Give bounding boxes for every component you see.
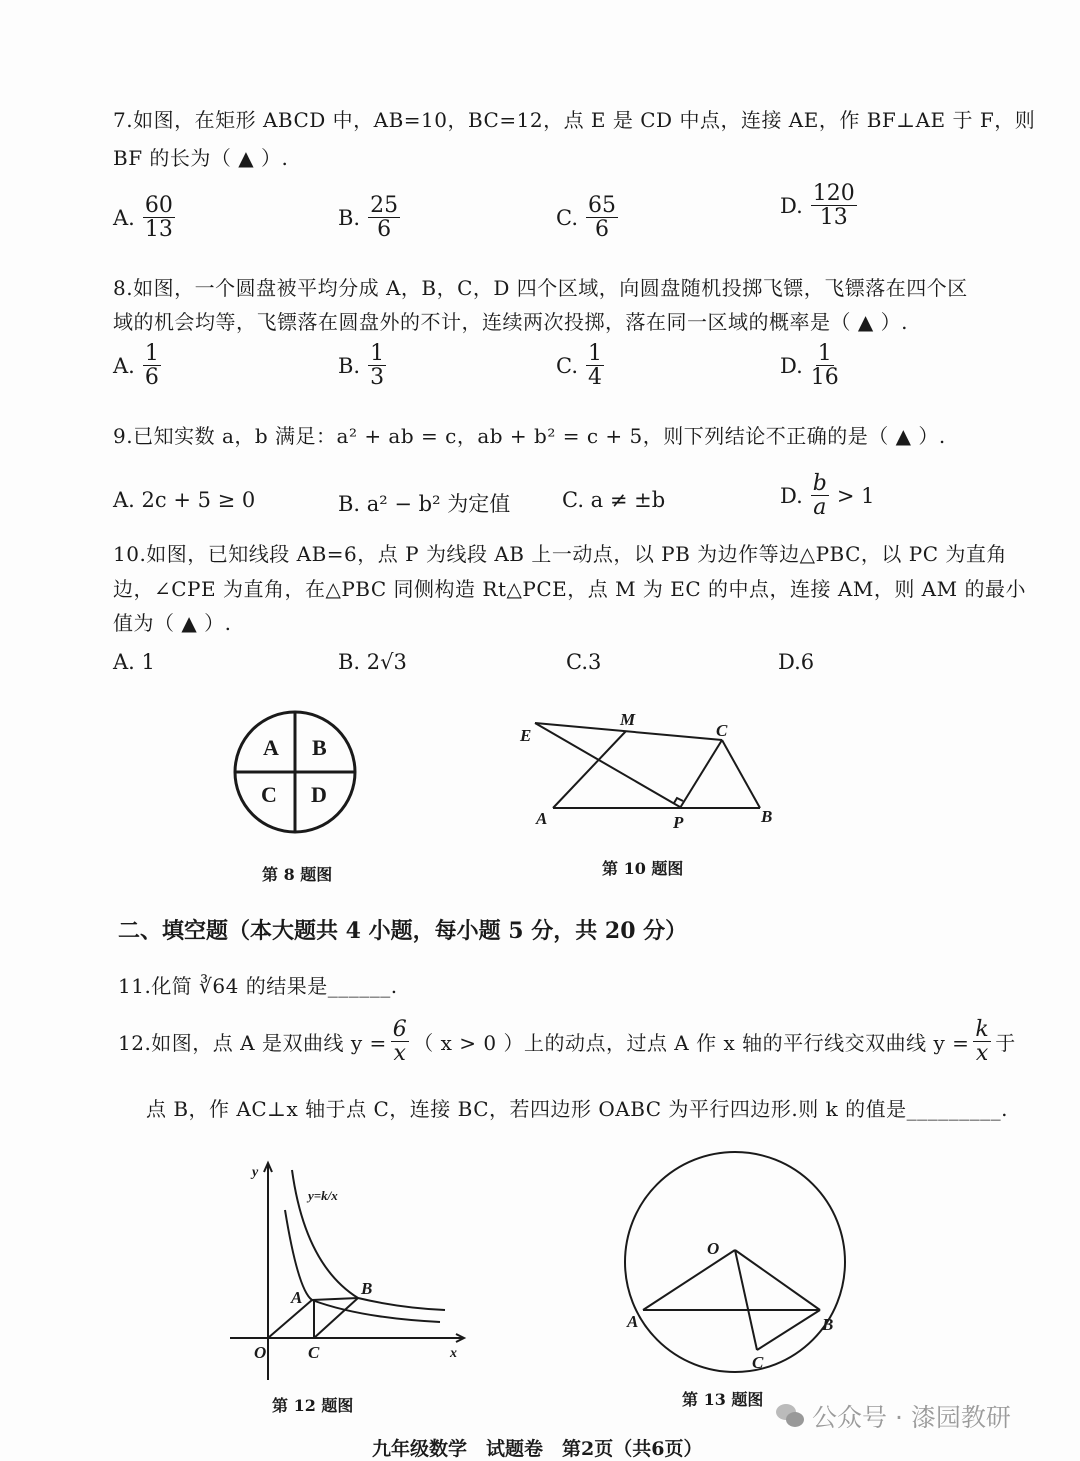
q9-option-c: C. a ≠ ±b	[562, 488, 666, 512]
q9-line: 9.已知实数 a，b 满足：a² + ab = c，ab + b² = c + 5，则下列结论不正确的是（ ▲ ）.	[113, 424, 946, 448]
q8-option-b: B. $\frac{1}{3}$	[338, 341, 385, 391]
figure-8-caption: 第 8 题图	[262, 865, 333, 884]
fig13-point-o-label: O	[707, 1239, 720, 1258]
fig12-point-a-label: A	[291, 1288, 303, 1307]
figure-10-caption: 第 10 题图	[602, 859, 684, 878]
q12-fraction-1: $\frac{6}{x}$	[392, 1017, 408, 1067]
q7-option-b: B. $\frac{25}{6}$	[338, 193, 399, 243]
q12-middle: （ x > 0 ）上的动点，过点 A 作 x 轴的平行线交双曲线 y =	[413, 1031, 970, 1056]
point-p-label: P	[673, 813, 684, 832]
q12-line-2: 点 B，作 AC⊥x 轴于点 C，连接 BC，若四边形 OABC 为平行四边形.则 k 的值是_________.	[146, 1097, 1008, 1121]
q11-line: 11.化简 ∛64 的结果是______.	[118, 974, 398, 998]
q10-option-c: C.3	[566, 650, 602, 674]
figure-13-circle	[625, 1152, 845, 1372]
region-c-label: C	[261, 782, 277, 807]
q9-option-a: A. 2c + 5 ≥ 0	[113, 488, 256, 512]
q12-line-1	[118, 1018, 1016, 1065]
fig13-point-b-label: B	[822, 1315, 834, 1334]
figure-12-caption: 第 12 题图	[272, 1396, 354, 1415]
q10-option-d: D.6	[778, 650, 815, 674]
q8-option-c: C. $\frac{1}{4}$	[556, 341, 602, 391]
point-c-label: C	[716, 721, 728, 740]
region-a-label: A	[263, 735, 279, 760]
q9-option-b: B. a² − b² 为定值	[338, 492, 511, 516]
origin-label: O	[254, 1343, 267, 1362]
fig12-point-c-label: C	[308, 1343, 320, 1362]
watermark	[776, 1398, 1011, 1434]
y-axis-label: y	[252, 1165, 259, 1180]
point-e-label: E	[520, 726, 532, 745]
point-a-label: A	[536, 809, 548, 828]
wechat-icon	[776, 1404, 804, 1428]
fig13-point-a-label: A	[627, 1312, 639, 1331]
q8-line-2: 域的机会均等，飞镖落在圆盘外的不计，连续两次投掷，落在同一区域的概率是（ ▲ ）.	[113, 310, 908, 334]
curve-label: y=k/x	[308, 1188, 338, 1203]
figure-13-caption: 第 13 题图	[682, 1390, 764, 1409]
point-b-label: B	[761, 807, 773, 826]
q7-line-1: 7.如图，在矩形 ABCD 中，AB=10，BC=12，点 E 是 CD 中点，连接 AE，作 BF⊥AE 于 F，则	[113, 108, 1036, 132]
q7-line-2: BF 的长为（ ▲ ）.	[113, 146, 289, 170]
page-footer: 九年级数学 试题卷 第2页（共6页）	[372, 1438, 703, 1460]
q10-option-b: B. 2√3	[338, 650, 407, 674]
q8-option-a: A. $\frac{1}{6}$	[113, 341, 159, 391]
fig12-point-b-label: B	[361, 1279, 373, 1298]
figure-8-dartboard	[235, 712, 355, 832]
q8-option-d: D. $\frac{1}{16}$	[780, 341, 839, 391]
q12-prefix: 12.如图，点 A 是双曲线 y =	[118, 1031, 387, 1056]
q7-option-a: A. $\frac{60}{13}$	[113, 193, 173, 243]
q10-option-a: A. 1	[113, 650, 155, 674]
x-axis-label: x	[450, 1346, 457, 1361]
region-b-label: B	[312, 735, 327, 760]
point-m-label: M	[620, 710, 636, 729]
q7-option-d: D. $\frac{120}{13}$	[780, 181, 855, 231]
q9-option-d: D. $\frac{b}{a}$ > 1	[780, 471, 875, 521]
region-d-label: D	[311, 782, 327, 807]
q10-line-2: 边，∠CPE 为直角，在△PBC 同侧构造 Rt△PCE，点 M 为 EC 的中点，连接 AM，则 AM 的最小	[113, 577, 1026, 601]
q8-line-1: 8.如图，一个圆盘被平均分成 A，B，C，D 四个区域，向圆盘随机投掷飞镖，飞镖落在四个区	[113, 276, 968, 300]
q10-line-3: 值为（ ▲ ）.	[113, 611, 232, 635]
q7-option-c: C. $\frac{65}{6}$	[556, 193, 616, 243]
q12-fraction-2: $\frac{k}{x}$	[975, 1017, 990, 1067]
watermark-text: 公众号 · 漆园教研	[812, 1403, 1011, 1432]
q12-suffix: 于	[995, 1031, 1016, 1056]
section-heading: 二、填空题（本大题共 4 小题，每小题 5 分，共 20 分）	[118, 918, 688, 944]
q10-line-1: 10.如图，已知线段 AB=6，点 P 为线段 AB 上一动点，以 PB 为边作等边△PBC，以 PC 为直角	[113, 542, 1007, 566]
fig13-point-c-label: C	[752, 1353, 764, 1372]
